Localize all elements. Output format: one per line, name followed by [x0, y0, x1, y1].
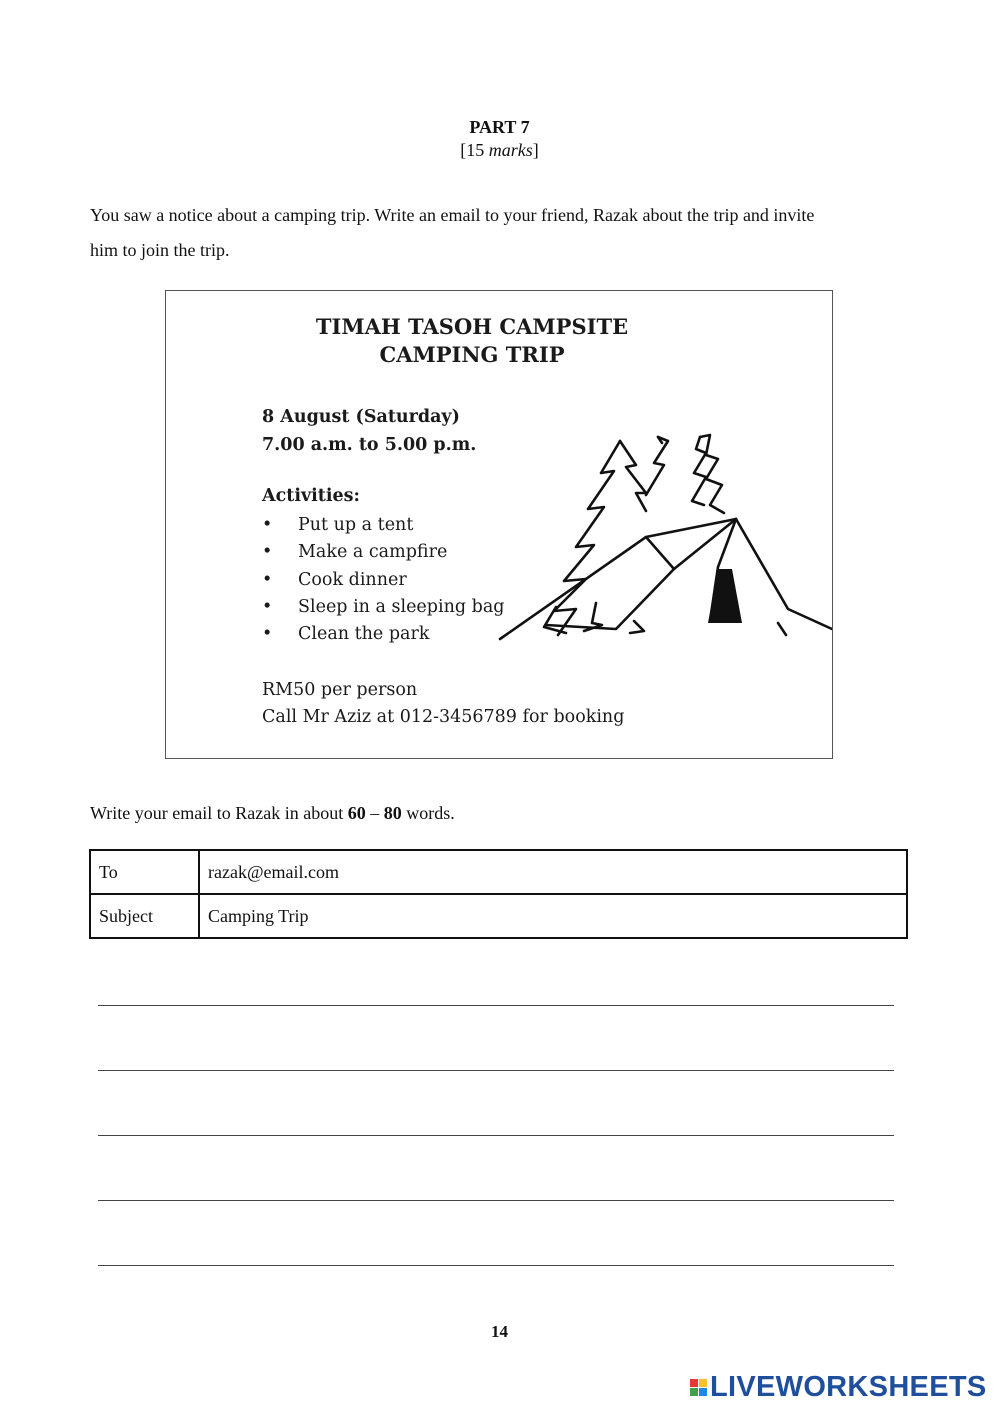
marks-open: [15 [460, 140, 489, 160]
email-to-label: To [90, 850, 199, 894]
bullet-icon: • [262, 542, 273, 563]
email-to-row [90, 850, 907, 894]
tent-and-trees-illustration [496, 429, 832, 651]
notice-time: 7.00 a.m. to 5.00 p.m. [262, 435, 477, 455]
activity-text: Clean the park [298, 624, 430, 645]
email-subject-label: Subject [90, 894, 199, 938]
answer-line[interactable] [98, 1070, 894, 1071]
notice-title [166, 313, 778, 369]
answer-line[interactable] [98, 1200, 894, 1201]
marks-word: marks [488, 140, 533, 160]
tent-icon [500, 519, 832, 639]
answer-lines [98, 1005, 894, 1330]
prompt-after: words. [401, 803, 455, 823]
tent-door-icon [708, 569, 742, 623]
part-marks [0, 139, 999, 161]
pine-tree-left-icon [554, 441, 646, 635]
liveworksheets-logo [690, 1372, 987, 1402]
answer-line[interactable] [98, 1005, 894, 1006]
mark-square [699, 1379, 707, 1387]
email-to-value: razak@email.com [199, 850, 907, 894]
activity-item [262, 594, 504, 621]
bullet-icon: • [262, 624, 273, 645]
notice-title-line-2: CAMPING TRIP [379, 342, 565, 367]
activity-item [262, 512, 504, 539]
liveworksheets-wordmark: LIVEWORKSHEETS [710, 1370, 987, 1403]
notice-price: RM50 per person [262, 680, 418, 700]
marks-close: ] [532, 140, 539, 160]
task-instruction [90, 198, 910, 268]
email-subject-value: Camping Trip [199, 894, 907, 938]
activity-item [262, 621, 504, 648]
activity-item [262, 539, 504, 566]
notice-price-booking [262, 677, 624, 731]
camping-notice [165, 290, 833, 759]
notice-date: 8 August (Saturday) [262, 407, 460, 427]
liveworksheets-mark-icon [690, 1379, 707, 1396]
activity-text: Cook dinner [298, 569, 407, 590]
email-subject-row [90, 894, 907, 938]
activities-list [262, 512, 504, 648]
mark-square [690, 1379, 698, 1387]
notice-title-line-1: TIMAH TASOH CAMPSITE [315, 314, 629, 339]
notice-booking: Call Mr Aziz at 012-3456789 for booking [262, 707, 625, 727]
answer-line[interactable] [98, 1265, 894, 1266]
bullet-icon: • [262, 569, 273, 590]
pine-tree-right-icon [692, 435, 724, 513]
mark-square [699, 1388, 707, 1396]
prompt-dash: – [365, 803, 384, 823]
email-header-table [89, 849, 908, 939]
bullet-icon: • [262, 515, 273, 535]
answer-line[interactable] [98, 1135, 894, 1136]
notice-date-time [262, 403, 476, 459]
pine-tree-middle-icon [646, 437, 668, 495]
max-words: 80 [383, 803, 402, 823]
part-title: PART 7 [469, 117, 530, 137]
activities-label: Activities: [262, 486, 360, 506]
activity-text: Sleep in a sleeping bag [298, 596, 505, 617]
instruction-line-1: You saw a notice about a camping trip. Write an email to your friend, Razak about the trip and invite [90, 205, 815, 225]
activity-text: Put up a tent [298, 515, 414, 535]
activity-text: Make a campfire [298, 542, 448, 563]
prompt-before: Write your email to Razak in about [90, 803, 348, 823]
mark-square [690, 1388, 698, 1396]
instruction-line-2: him to join the trip. [90, 240, 230, 260]
page-number: 14 [491, 1322, 508, 1341]
activity-item [262, 567, 504, 594]
min-words: 60 [347, 803, 366, 823]
bullet-icon: • [262, 596, 273, 617]
writing-prompt [90, 801, 455, 825]
